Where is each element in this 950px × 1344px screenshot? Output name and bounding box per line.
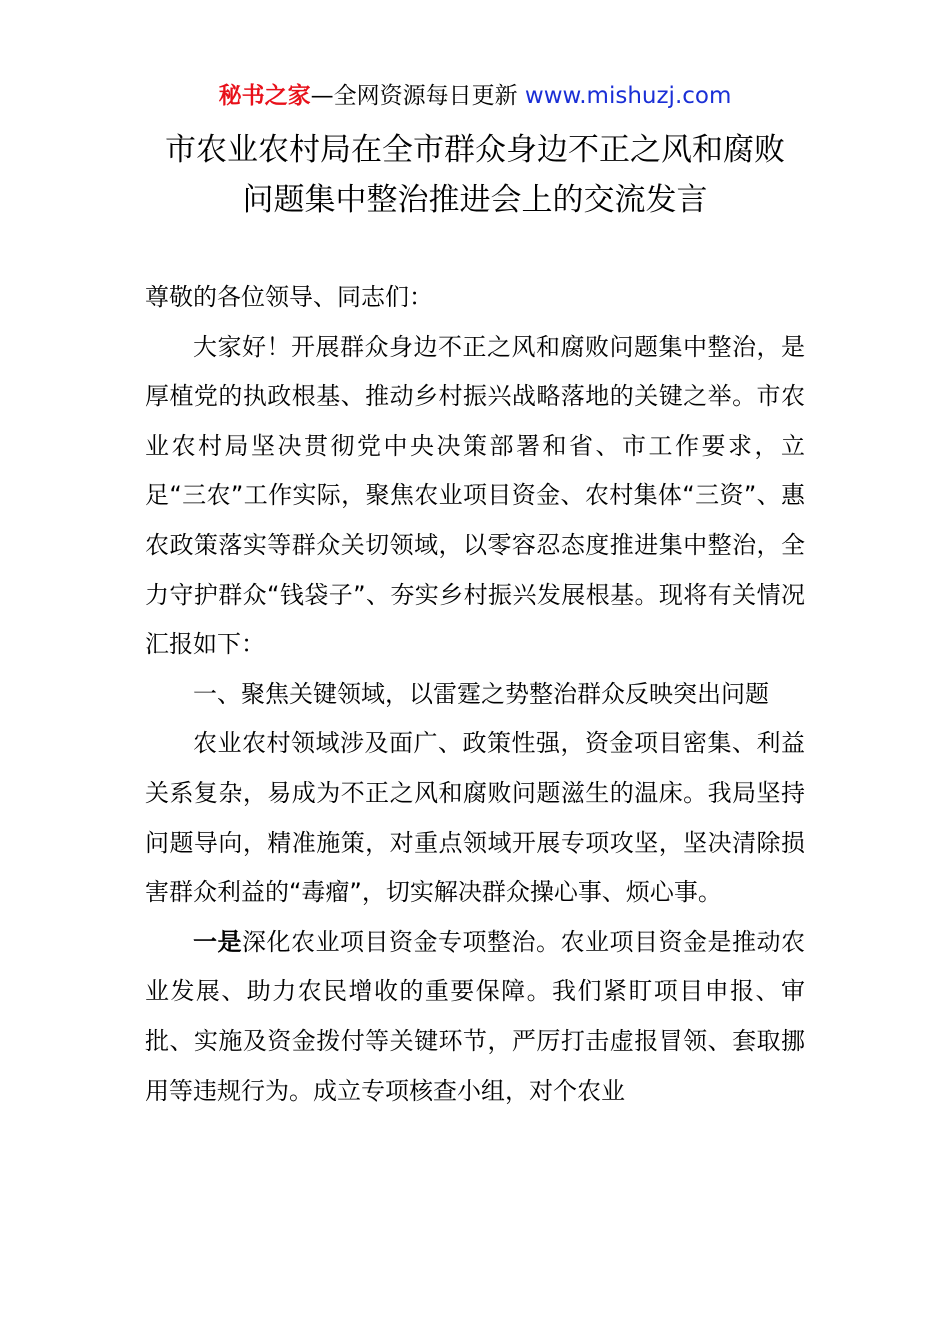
point-1-lead: 一是 <box>193 927 242 956</box>
site-name: 秘书之家 <box>218 83 311 109</box>
document-title <box>0 125 950 225</box>
point-1-text: 深化农业项目资金专项整治。农业项目资金是推动农业发展、助力农民增收的重要保障。我们紧盯项目申报、审批、实施及资金拨付等关键环节，严厉打击虚报冒领、套取挪用等违规行为。成立专项核查小组，对个农业 <box>145 927 805 1105</box>
paragraph-point-1 <box>145 918 805 1116</box>
paragraph-intro: 大家好！开展群众身边不正之风和腐败问题集中整治，是厚植党的执政根基、推动乡村振兴战略落地的关键之举。市农业农村局坚决贯彻党中央决策部署和省、市工作要求，立足“三农”工作实际，聚焦农业项目资金、农村集体“三资”、惠农政策落实等群众关切领域，以零容忍态度推进集中整治，全力守护群众“钱袋子”、夯实乡村振兴发展根基。现将有关情况汇报如下： <box>145 332 805 659</box>
site-url[interactable]: www.mishuzj.com <box>524 83 732 109</box>
section-heading-1: 一、聚焦关键领域，以雷霆之势整治群众反映突出问题 <box>193 679 769 708</box>
title-line-2: 问题集中整治推进会上的交流发言 <box>242 182 708 218</box>
title-line-1: 市农业农村局在全市群众身边不正之风和腐败 <box>165 132 785 168</box>
document-body <box>145 273 805 1116</box>
salutation: 尊敬的各位领导、同志们： <box>145 283 433 311</box>
site-slogan: —全网资源每日更新 <box>310 83 525 109</box>
paragraph-section-1: 农业农村领域涉及面广、政策性强，资金项目密集、利益关系复杂，易成为不正之风和腐败问题滋生的温床。我局坚持问题导向，精准施策，对重点领域开展专项攻坚，坚决清除损害群众利益的“毒瘤”，切实解决群众操心事、烦心事。 <box>145 729 805 907</box>
site-header <box>0 80 950 112</box>
